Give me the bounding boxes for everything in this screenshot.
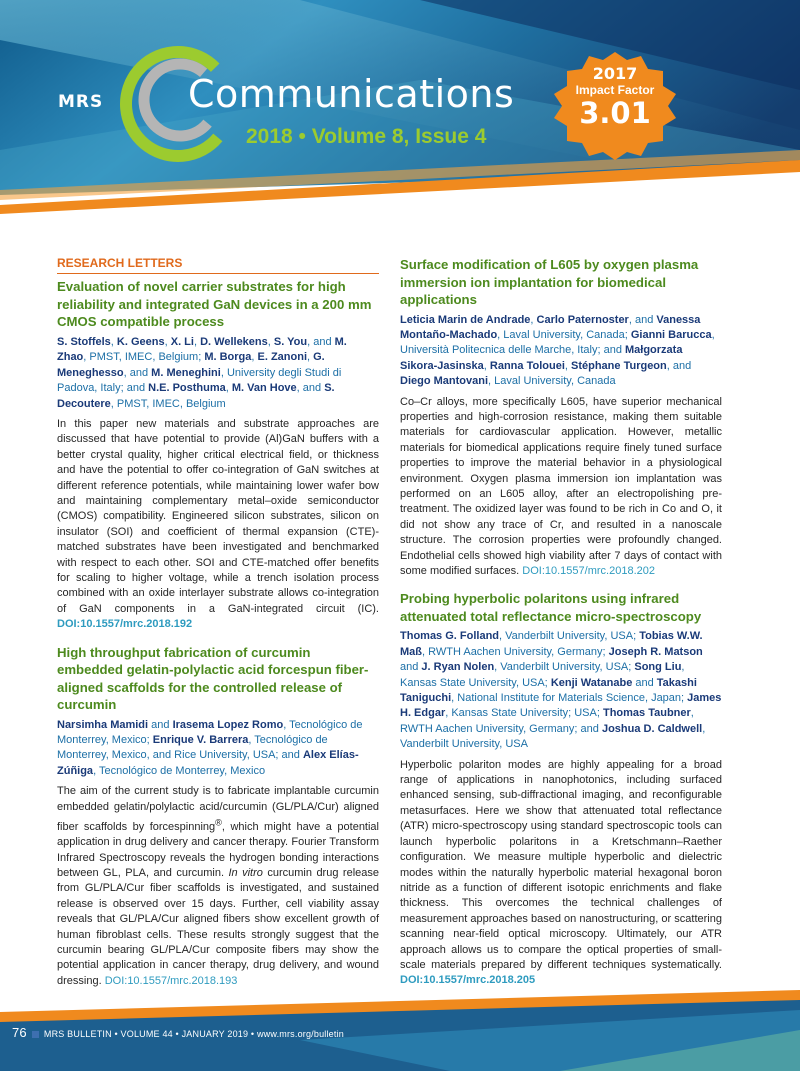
article-authors: Narsimha Mamidi and Irasema Lopez Romo, Tecnológico de Monterrey, Mexico; Enrique V. Barrera, Tecnológico de Monterrey, Mexico, and Rice University, USA; and Alex Elías-Zúñiga, Tecnológico de Monterrey, Mexico — [57, 718, 363, 777]
abstract-text: In this paper new materials and substrate approaches are discussed that have potential to provide (Al)GaN buffers with a better crystal quality, higher critical electrical field, or thickness and have the potential to offer co-integration of GaN switches at different reference potentials, while maintaining lower wafer bow and maintaining complementary metal–oxide semiconductor (CMOS) compatibility. Engineered silicon substrates, silicon on insulator (SOI) and coefficient of thermal expansion (CTE)-matched substrates have been investigated and benchmarked with respect to each other. SOI and CTE-matched offer benefits for scaling to higher voltage, while a trench isolation process combined with an oxide interlayer substrate allows co-integration of GaN components in a GaN-integrated circuit (IC). — [57, 417, 379, 615]
page-footer — [0, 990, 800, 1071]
doi-link[interactable]: DOI:10.1557/mrc.2018.193 — [104, 974, 238, 987]
impact-factor-badge — [540, 50, 690, 150]
doi-link[interactable]: DOI:10.1557/mrc.2018.202 — [522, 565, 655, 577]
article — [400, 590, 722, 988]
abstract-text: Co–Cr alloys, more specifically L605, have superior mechanical properties and high-corrosion resistance, making them suitable materials for cardiovascular application. However, metallic materials for biomedical applications require finely tuned surface properties to improve the material behavior in a physiological environment. Oxygen plasma immersion ion implantation was performed on an L605 alloy, after an electropolishing pre-treatment. The oxidized layer was found to be rich in Co and O, it did not show any trace of Cr, and resulted in a nanoscale structure. The corrosion properties were profoundly changed. Endothelial cells showed high viability after 7 days of contact with some modified surfaces. — [400, 395, 722, 577]
left-column — [57, 256, 379, 1000]
brand-mrs: MRS — [58, 92, 104, 112]
doi-link[interactable]: DOI:10.1557/mrc.2018.192 — [57, 618, 193, 631]
article — [400, 256, 722, 579]
article-title[interactable]: High throughput fabrication of curcumin embedded gelatin-polylactic acid forcespun fiber-aligned scaffolds for the controlled release of curcumin — [57, 644, 369, 713]
article-authors: S. Stoffels, K. Geens, X. Li, D. Wellekens, S. You, and M. Zhao, PMST, IMEC, Belgium; M. Borga, E. Zanoni, G. Meneghesso, and M. Meneghini, University degli Studi di Padova, Italy; and N.E. Posthuma, M. Van Hove, and S. Decoutere, PMST, IMEC, Belgium — [57, 335, 347, 410]
footer-text[interactable]: MRS BULLETIN • VOLUME 44 • JANUARY 2019 • www.mrs.org/bulletin — [43, 1029, 344, 1039]
journal-title: Communications — [188, 72, 515, 116]
abstract-text: The aim of the current study is to fabricate implantable curcumin embedded gelatin/polylactic acid/curcumin (GL/PLA/Cur) aligned fiber scaffolds by forcespinning®, which might have a potential application in drug delivery and cancer therapy. Fourier Transform Infrared Spectroscopy reveals the hydrogen bonding interactions between GL, PLA, and curcumin. In vitro curcumin drug release from GL/PLA/Cur fiber scaffolds is investigated, and sustained release is observed over 15 days. Further, cell viability assay reveals that GL/PLA/Cur aligned fibers show excellent growth of human fibroblast cells. These results strongly suggest that the curcumin bearing GL/PLA/Cur composite fibers may show the potential application in cancer therapy, drug delivery, and wound dressing. — [57, 785, 379, 987]
section-label: RESEARCH LETTERS — [57, 256, 379, 274]
page-number: 76 — [12, 1025, 27, 1040]
article-authors: Thomas G. Folland, Vanderbilt University, USA; Tobias W.W. Maß, RWTH Aachen University, Germany; Joseph R. Matson and J. Ryan Nolen, Vanderbilt University, USA; Song Liu, Kansas State University, USA; Kenji Watanabe and Takashi Taniguchi, National Institute for Materials Science, Japan; James H. Edgar, Kansas State University; USA; Thomas Taubner, RWTH Aachen University, Germany; and Joshua D. Caldwell, Vanderbilt University, USA — [400, 630, 722, 751]
article — [57, 278, 379, 632]
article-title[interactable]: Surface modification of L605 by oxygen plasma immersion ion implantation for biomedical applications — [400, 257, 699, 307]
article-abstract — [400, 395, 722, 580]
footer-line — [12, 1025, 344, 1040]
doi-link[interactable]: DOI:10.1557/mrc.2018.205 — [400, 974, 536, 987]
abstract-text: Hyperbolic polariton modes are highly appealing for a broad range of applications in nanophotonics, including surfaced enhanced sensing, sub-diffractional imaging, and reconfigurable metasurfaces. Here we show that attenuated total reflectance (ATR) micro-spectroscopy using standard spectroscopic tools can launch hyperbolic polaritons in a Kretschmann–Raether configuration. We measure multiple hyperbolic and dielectric modes within the naturally hyperbolic material hexagonal boron nitride as a function of different isotopic enrichments and flake thickness. This overcomes the technical challenges of measurement approaches based on nanostructuring, or scattering scanning near-field optical microscopy. Ultimately, our ATR approach allows us to compare the optical properties of small-scale materials prepared by different techniques systematically. — [400, 758, 722, 971]
article-authors: Leticia Marin de Andrade, Carlo Paternoster, and Vanessa Montaño-Machado, Laval University, Canada; Gianni Barucca, Università Politecnica delle Marche, Italy; and Małgorzata Sikora-Jasinska, Ranna Tolouei, Stéphane Turgeon, and Diego Mantovani, Laval University, Canada — [400, 313, 715, 388]
badge-value: 3.01 — [579, 96, 651, 130]
square-icon — [32, 1031, 39, 1038]
article-abstract — [400, 758, 722, 989]
article-abstract — [57, 784, 379, 989]
article-title[interactable]: Probing hyperbolic polaritons using infrared attenuated total reflectance micro-spectroscopy — [400, 591, 702, 624]
issue-line: 2018 • Volume 8, Issue 4 — [246, 125, 487, 148]
journal-header — [0, 0, 800, 250]
article — [57, 644, 379, 990]
article-title[interactable]: Evaluation of novel carrier substrates for high reliability and integrated GaN devices in a 200 mm CMOS compatible process — [57, 279, 372, 330]
badge-label: Impact Factor — [575, 83, 655, 97]
article-abstract — [57, 417, 379, 633]
right-column — [400, 256, 722, 1000]
badge-year: 2017 — [592, 64, 638, 83]
